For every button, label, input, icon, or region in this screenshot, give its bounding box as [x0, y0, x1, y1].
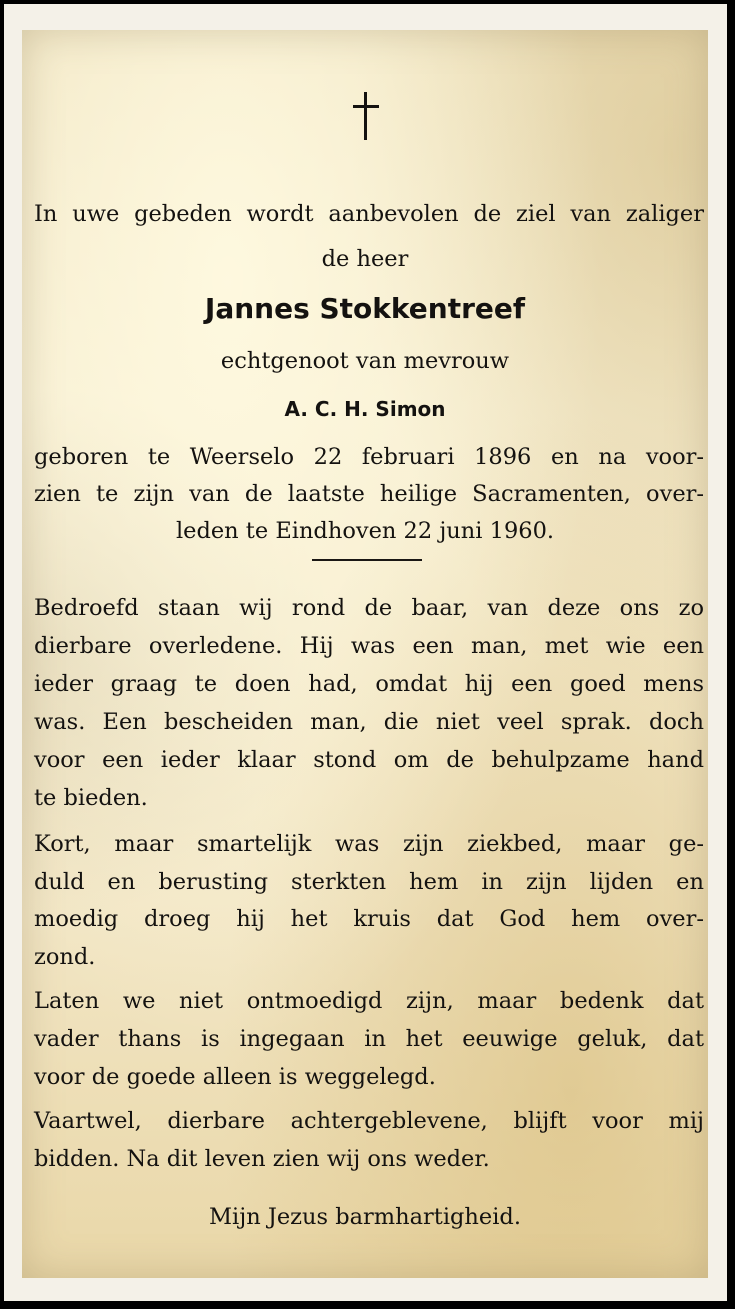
paragraph-line: ieder graag te doen had, omdat hij een goed mens — [34, 671, 704, 697]
title-line: de heer — [321, 246, 409, 272]
paragraph-line: voor een ieder klaar stond om de behulpzame hand — [34, 747, 704, 773]
paragraph-line: te bieden. — [34, 785, 148, 811]
paragraph-line: Kort, maar smartelijk was zijn ziekbed, maar ge- — [34, 831, 704, 857]
paragraph-line: was. Een bescheiden man, die niet veel sprak. doch — [34, 709, 704, 735]
divider — [312, 559, 422, 561]
deceased-name: Jannes Stokkentreef — [204, 292, 526, 325]
paragraph-line: Bedroefd staan wij rond de baar, van deze ons zo — [34, 595, 704, 621]
cross-icon — [353, 92, 379, 140]
bio-line: zien te zijn van de laatste heilige Sacramenten, over- — [34, 481, 704, 507]
paragraph-line: moedig droeg hij het kruis dat God hem over- — [34, 906, 704, 932]
paragraph-line: bidden. Na dit leven zien wij ons weder. — [34, 1146, 490, 1172]
paragraph-line: voor de goede alleen is weggelegd. — [34, 1064, 436, 1090]
paragraph-line: zond. — [34, 944, 96, 970]
paragraph-line: duld en berusting sterkten hem in zijn lijden en — [34, 869, 704, 895]
intro-line: In uwe gebeden wordt aanbevolen de ziel van zaliger — [34, 201, 704, 227]
paragraph-line: vader thans is ingegaan in het eeuwige geluk, dat — [34, 1026, 704, 1052]
paragraph-line: Vaartwel, dierbare achtergeblevene, blijft voor mij — [34, 1108, 704, 1134]
closing-line: Mijn Jezus barmhartigheid. — [208, 1204, 521, 1230]
paragraph-line: Laten we niet ontmoedigd zijn, maar bedenk dat — [34, 988, 704, 1014]
spouse-name: A. C. H. Simon — [284, 397, 446, 421]
spouse-intro: echtgenoot van mevrouw — [220, 348, 510, 374]
paragraph-line: dierbare overledene. Hij was een man, met wie een — [34, 633, 704, 659]
bio-line: geboren te Weerselo 22 februari 1896 en na voor- — [34, 444, 704, 470]
memorial-card — [22, 30, 708, 1278]
card-border — [4, 4, 727, 1301]
bio-line: leden te Eindhoven 22 juni 1960. — [175, 518, 555, 544]
